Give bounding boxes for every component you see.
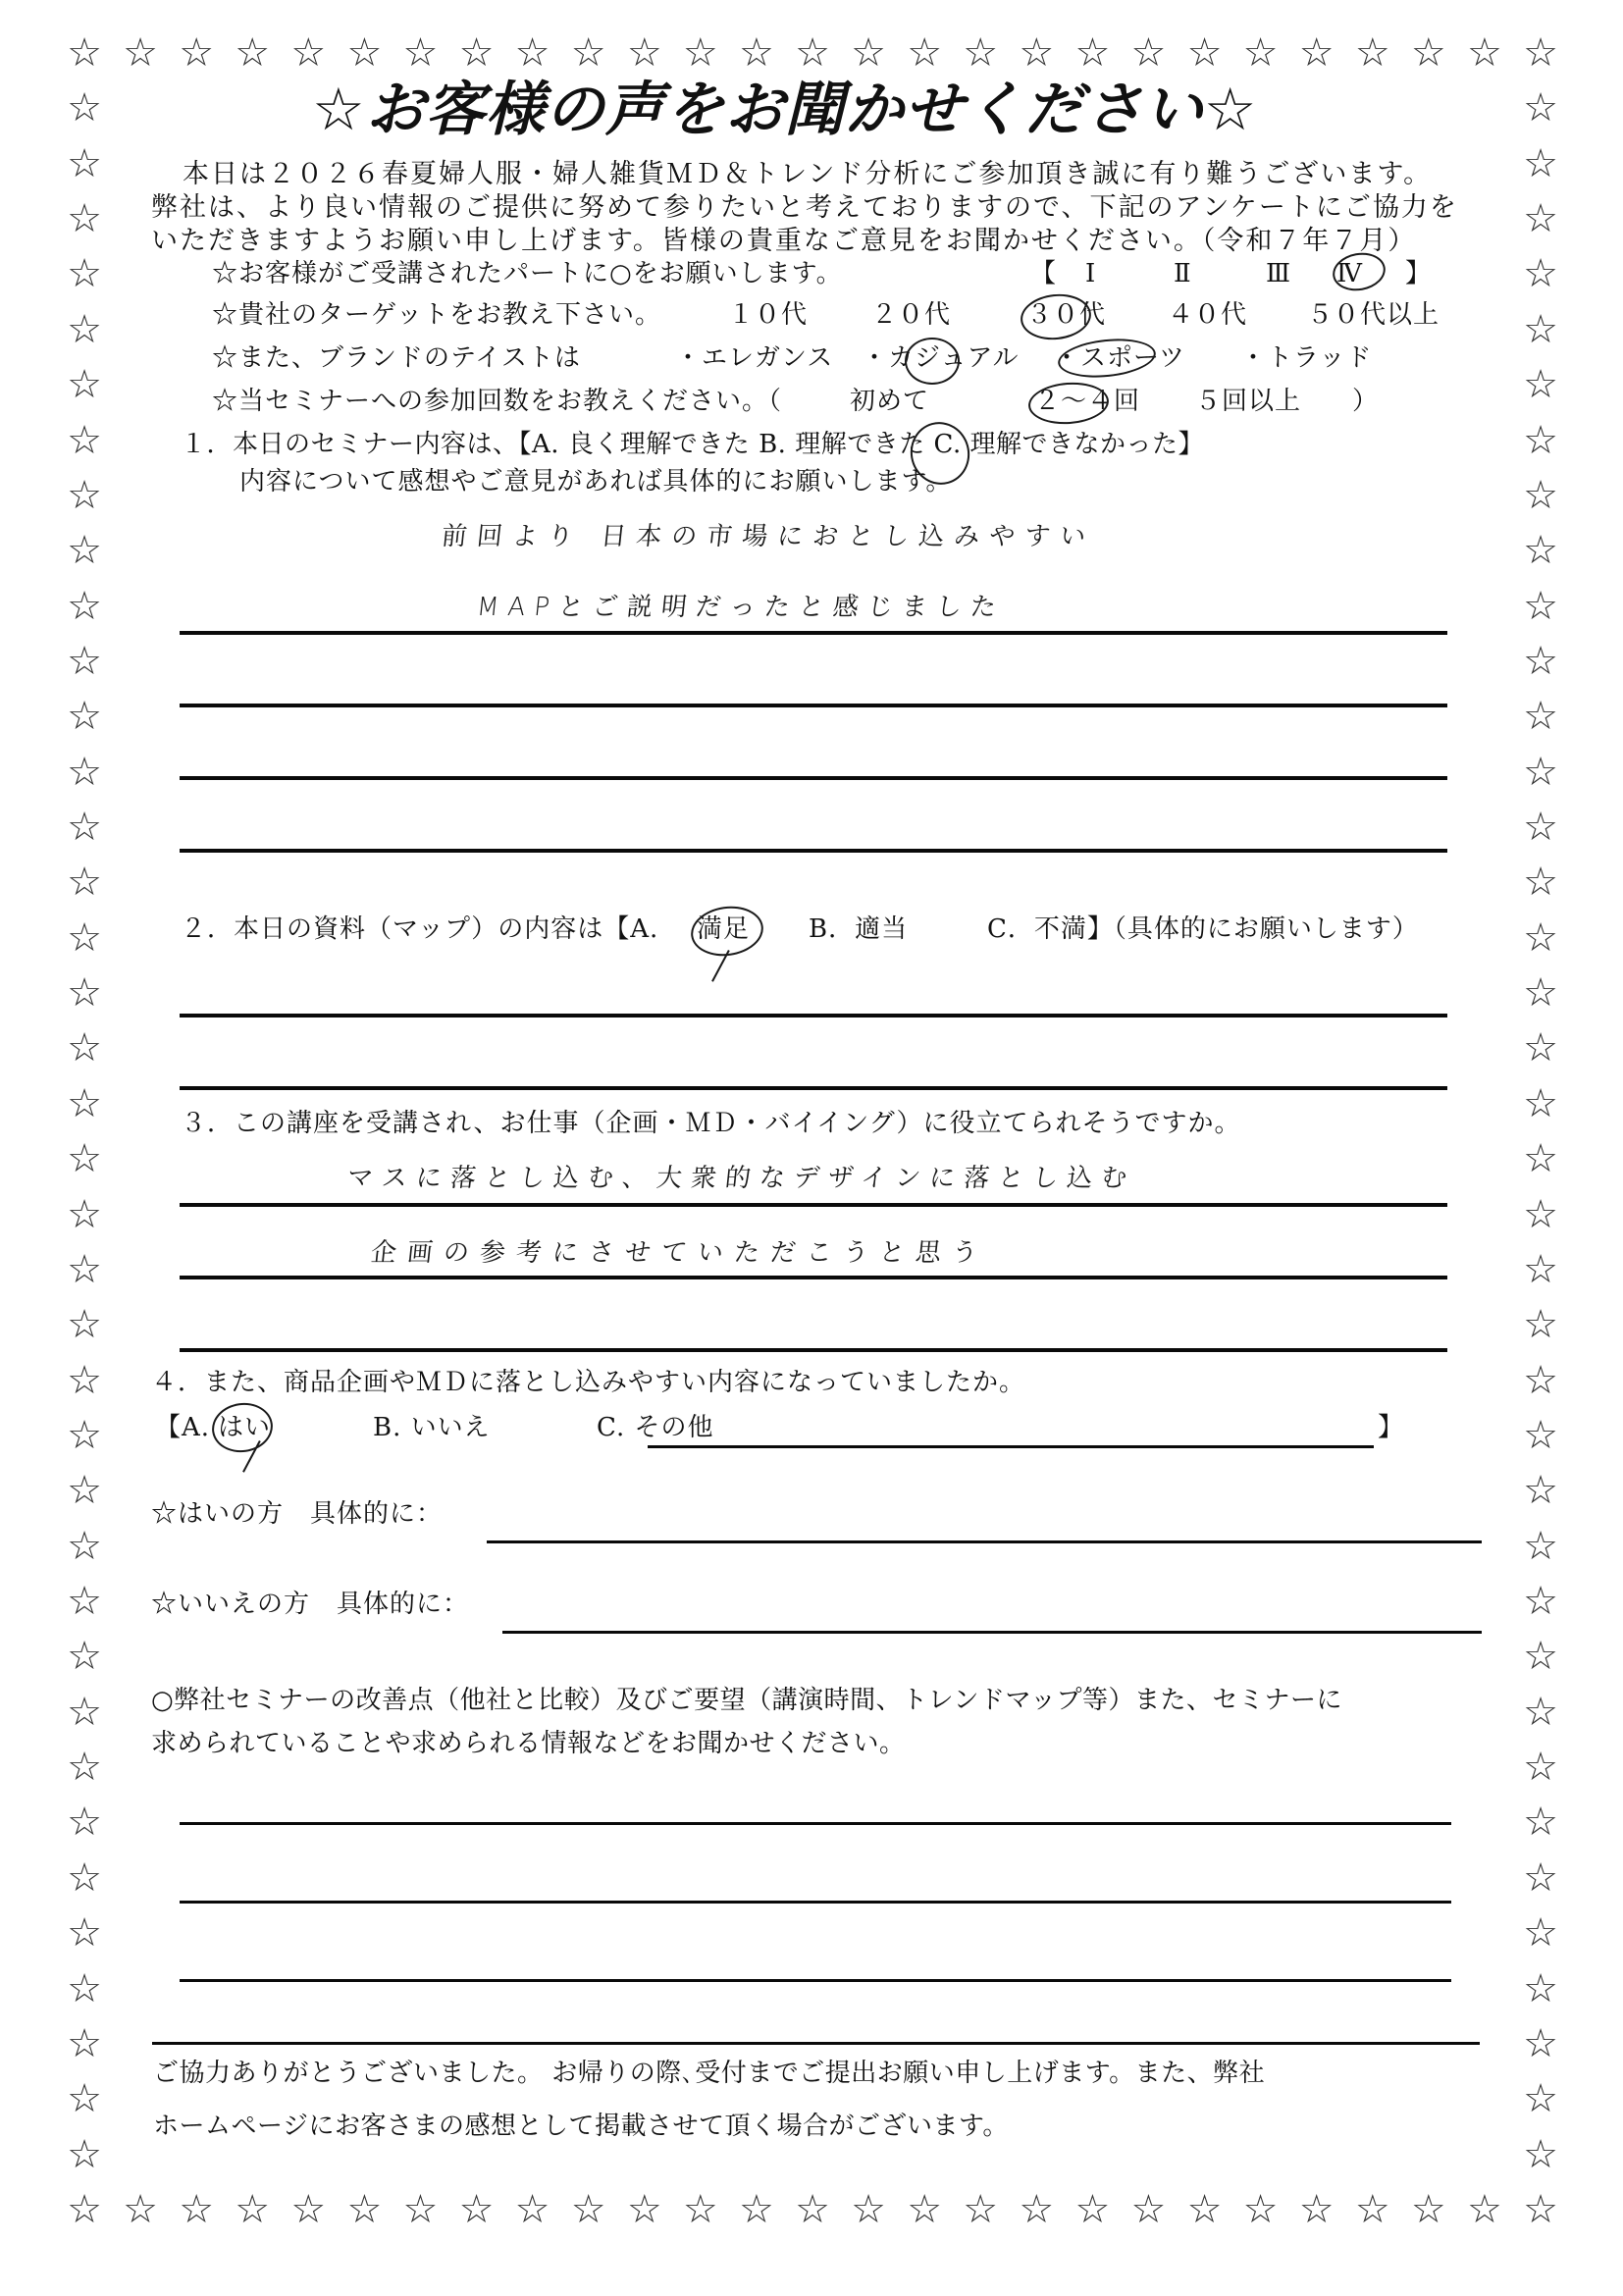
star-outline-icon: ☆ — [1523, 694, 1558, 740]
yes-detail-label: ☆はいの方 具体的に： — [151, 1499, 444, 1529]
attendance-option-first[interactable]: 初めて — [850, 387, 930, 416]
star-outline-icon: ☆ — [67, 85, 102, 131]
selection-circle — [1019, 290, 1093, 342]
star-outline-icon: ☆ — [1410, 2187, 1446, 2232]
star-outline-icon: ☆ — [67, 362, 102, 408]
star-outline-icon: ☆ — [1523, 196, 1558, 242]
star-outline-icon: ☆ — [1523, 805, 1558, 851]
taste-option-trad[interactable]: ・トラッド — [1240, 343, 1373, 373]
answer-line — [180, 1276, 1447, 1279]
closing-divider — [152, 2042, 1480, 2045]
star-outline-icon: ☆ — [1523, 2131, 1558, 2177]
star-outline-icon: ☆ — [67, 583, 102, 629]
star-outline-icon: ☆ — [1523, 914, 1558, 961]
yes-detail-input-line[interactable] — [487, 1540, 1482, 1543]
star-outline-icon: ☆ — [1523, 30, 1558, 76]
selection-circle — [1056, 335, 1157, 382]
q4-option-yes[interactable]: はい — [218, 1413, 272, 1442]
star-outline-icon: ☆ — [67, 1025, 102, 1071]
q4-bracket-close: 】 — [1378, 1413, 1405, 1442]
star-outline-icon: ☆ — [458, 30, 495, 76]
star-outline-icon: ☆ — [1523, 1689, 1558, 1735]
q1-question: １．本日のセミナー内容は、【A. 良く理解できた B. 理解できた C. 理解できなかった】 — [181, 430, 1204, 459]
answer-line — [180, 704, 1447, 707]
star-outline-icon: ☆ — [67, 528, 102, 574]
star-outline-icon: ☆ — [402, 30, 439, 76]
star-outline-icon: ☆ — [907, 30, 943, 76]
star-outline-icon: ☆ — [1523, 1523, 1558, 1569]
star-outline-icon: ☆ — [514, 30, 550, 76]
star-outline-icon: ☆ — [907, 2187, 943, 2232]
star-outline-icon: ☆ — [123, 30, 158, 76]
no-detail-input-line[interactable] — [502, 1631, 1482, 1634]
star-outline-icon: ☆ — [402, 2187, 439, 2232]
star-outline-icon: ☆ — [1523, 417, 1558, 463]
star-outline-icon: ☆ — [1523, 306, 1558, 352]
star-outline-icon: ☆ — [1523, 1965, 1558, 2011]
star-outline-icon: ☆ — [570, 2187, 606, 2232]
star-outline-icon: ☆ — [851, 30, 886, 76]
star-outline-icon: ☆ — [1242, 30, 1279, 76]
star-outline-icon: ☆ — [67, 1854, 102, 1901]
star-outline-icon: ☆ — [1523, 1634, 1558, 1680]
target-question: ☆貴社のターゲットをお教え下さい。 — [212, 300, 661, 330]
star-outline-icon: ☆ — [1523, 1910, 1558, 1957]
attendance-close: ） — [1352, 387, 1380, 416]
star-outline-icon: ☆ — [67, 306, 102, 352]
star-outline-icon: ☆ — [1523, 85, 1558, 131]
star-outline-icon: ☆ — [67, 1080, 102, 1126]
star-outline-icon: ☆ — [1130, 30, 1167, 76]
star-outline-icon: ☆ — [1019, 2187, 1055, 2232]
star-outline-icon: ☆ — [626, 2187, 662, 2232]
q4-option-other[interactable]: C. その他 — [597, 1413, 714, 1442]
star-outline-icon: ☆ — [963, 2187, 999, 2232]
star-outline-icon: ☆ — [67, 472, 102, 518]
part-bracket-close: 】 — [1405, 259, 1433, 288]
q3-answer-line-1[interactable]: マスに落とし込む、大衆的なデザインに落とし込む — [345, 1164, 1137, 1193]
star-outline-icon: ☆ — [290, 2187, 327, 2232]
taste-question: ☆また、ブランドのテイストは — [212, 343, 581, 373]
star-outline-icon: ☆ — [67, 970, 102, 1017]
star-outline-icon: ☆ — [1523, 860, 1558, 906]
star-outline-icon: ☆ — [682, 30, 718, 76]
selection-circle — [209, 1399, 276, 1456]
q2-option-b[interactable]: B．適当 — [809, 914, 909, 944]
improvement-line-2: 求められていることや求められる情報などをお聞かせください。 — [151, 1729, 906, 1758]
q1-prompt: 内容について感想やご意見があれば具体的にお願いします。 — [239, 467, 953, 496]
other-input-line[interactable] — [648, 1445, 1374, 1448]
q2-option-c[interactable]: C．不満】（具体的にお願いします） — [987, 914, 1419, 944]
attendance-option-5plus[interactable]: ５回以上 — [1195, 387, 1302, 416]
star-outline-icon: ☆ — [1466, 30, 1502, 76]
star-outline-icon: ☆ — [67, 1357, 102, 1403]
selection-circle — [905, 338, 960, 385]
star-outline-icon: ☆ — [1130, 2187, 1167, 2232]
star-outline-icon: ☆ — [346, 2187, 383, 2232]
attendance-question: ☆当セミナーへの参加回数をお教えください。（ — [212, 387, 783, 416]
star-outline-icon: ☆ — [458, 2187, 495, 2232]
target-option-30s[interactable]: ３０代 — [1026, 300, 1107, 330]
star-outline-icon: ☆ — [1523, 2076, 1558, 2122]
star-outline-icon: ☆ — [1523, 251, 1558, 297]
star-outline-icon: ☆ — [738, 30, 774, 76]
q1-answer-line-1[interactable]: 前回より 日本の市場におとし込みやすい — [440, 522, 1097, 551]
star-outline-icon: ☆ — [1523, 2187, 1558, 2232]
star-outline-icon: ☆ — [1523, 1080, 1558, 1126]
star-outline-icon: ☆ — [67, 1136, 102, 1182]
star-outline-icon: ☆ — [1523, 1136, 1558, 1182]
part-option-1[interactable]: Ⅰ — [1085, 259, 1097, 288]
q4-option-no[interactable]: B. いいえ — [373, 1413, 491, 1442]
target-option-20s[interactable]: ２０代 — [871, 300, 952, 330]
star-outline-icon: ☆ — [1298, 30, 1335, 76]
star-outline-icon: ☆ — [67, 638, 102, 684]
star-outline-icon: ☆ — [1523, 528, 1558, 574]
q4-bracket-open: 【A. — [155, 1413, 211, 1442]
star-outline-icon: ☆ — [963, 30, 999, 76]
star-outline-icon: ☆ — [795, 2187, 830, 2232]
star-outline-icon: ☆ — [1523, 1412, 1558, 1458]
star-outline-icon: ☆ — [67, 914, 102, 961]
star-outline-icon: ☆ — [1523, 1246, 1558, 1292]
star-outline-icon: ☆ — [570, 30, 606, 76]
star-outline-icon: ☆ — [851, 2187, 886, 2232]
star-outline-icon: ☆ — [67, 1965, 102, 2011]
star-outline-icon: ☆ — [346, 30, 383, 76]
answer-line[interactable] — [180, 1822, 1451, 1825]
star-outline-icon: ☆ — [67, 1412, 102, 1458]
star-outline-icon: ☆ — [67, 2020, 102, 2066]
star-outline-icon: ☆ — [67, 2187, 102, 2232]
answer-line — [180, 1086, 1447, 1090]
star-outline-icon: ☆ — [235, 30, 271, 76]
page-title: ☆お客様の声をお聞かせください☆ — [312, 76, 1258, 144]
star-outline-icon: ☆ — [1523, 140, 1558, 186]
q4-question: ４．また、商品企画やＭＤに落とし込みやすい内容になっていましたか。 — [151, 1368, 1026, 1397]
star-outline-icon: ☆ — [67, 1191, 102, 1237]
star-outline-icon: ☆ — [179, 30, 215, 76]
star-outline-icon: ☆ — [1523, 1854, 1558, 1901]
answer-line[interactable] — [180, 1901, 1451, 1904]
intro-line-1: 本日は２０２６春夏婦人服・婦人雑貨ＭＤ＆トレンド分析にご参加頂き誠に有り難うございます。 — [183, 159, 1433, 189]
star-outline-icon: ☆ — [67, 196, 102, 242]
star-outline-icon: ☆ — [1074, 30, 1111, 76]
star-outline-icon: ☆ — [626, 30, 662, 76]
attendance-option-2-4[interactable]: ２〜４回 — [1034, 387, 1141, 416]
no-detail-label: ☆いいえの方 具体的に： — [151, 1590, 470, 1619]
star-outline-icon: ☆ — [1523, 2020, 1558, 2066]
star-outline-icon: ☆ — [1523, 1800, 1558, 1846]
star-outline-icon: ☆ — [1019, 30, 1055, 76]
star-outline-icon: ☆ — [67, 30, 102, 76]
star-outline-icon: ☆ — [1186, 30, 1223, 76]
taste-option-sports[interactable]: ・スポーツ — [1054, 343, 1185, 373]
star-outline-icon: ☆ — [67, 749, 102, 795]
star-outline-icon: ☆ — [1354, 2187, 1390, 2232]
star-outline-icon: ☆ — [1242, 2187, 1279, 2232]
intro-line-2: 弊社は、より良い情報のご提供に努めて参りたいと考えておりますので、下記のアンケートにご協力を — [151, 192, 1458, 223]
part-bracket-open: 【 — [1030, 259, 1058, 288]
star-outline-icon: ☆ — [67, 805, 102, 851]
answer-line — [180, 1203, 1447, 1207]
star-outline-icon: ☆ — [67, 2131, 102, 2177]
star-outline-icon: ☆ — [67, 1910, 102, 1957]
star-outline-icon: ☆ — [738, 2187, 774, 2232]
star-outline-icon: ☆ — [1523, 970, 1558, 1017]
star-outline-icon: ☆ — [67, 694, 102, 740]
answer-line[interactable] — [180, 1979, 1451, 1982]
star-outline-icon: ☆ — [514, 2187, 550, 2232]
star-outline-icon: ☆ — [1354, 30, 1390, 76]
star-outline-icon: ☆ — [1523, 638, 1558, 684]
target-option-10s[interactable]: １０代 — [728, 300, 809, 330]
target-option-40s[interactable]: ４０代 — [1168, 300, 1248, 330]
taste-option-elegance[interactable]: ・エレガンス — [675, 343, 834, 373]
q1-answer-line-2[interactable]: MAPとご説明だったと感じました — [475, 593, 1007, 622]
improvement-line-1: ○弊社セミナーの改善点（他社と比較）及びご要望（講演時間、トレンドマップ等）また、セミナーに — [151, 1686, 1342, 1715]
star-outline-icon: ☆ — [1523, 472, 1558, 518]
star-outline-icon: ☆ — [67, 1302, 102, 1348]
star-outline-icon: ☆ — [1523, 1302, 1558, 1348]
star-outline-icon: ☆ — [67, 2076, 102, 2122]
star-outline-icon: ☆ — [67, 251, 102, 297]
part-question: ☆お客様がご受講されたパートに○をお願いします。 — [212, 259, 843, 288]
answer-line — [180, 631, 1447, 635]
star-outline-icon: ☆ — [1523, 749, 1558, 795]
intro-line-3: いただきますようお願い申し上げます。皆様の貴重なご意見をお聞かせください。（令和７年７月） — [151, 226, 1417, 256]
star-outline-icon: ☆ — [1523, 1468, 1558, 1514]
star-outline-icon: ☆ — [123, 2187, 158, 2232]
q3-question: ３．この講座を受講され、お仕事（企画・ＭＤ・バイイング）に役立てられそうですか。 — [181, 1109, 1241, 1138]
star-outline-icon: ☆ — [179, 2187, 215, 2232]
star-outline-icon: ☆ — [1466, 2187, 1502, 2232]
answer-line — [180, 849, 1447, 853]
star-outline-icon: ☆ — [1523, 1745, 1558, 1791]
star-outline-icon: ☆ — [67, 140, 102, 186]
star-outline-icon: ☆ — [1523, 1357, 1558, 1403]
closing-line-2: ホームページにお客さまの感想として掲載させて頂く場合がございます。 — [153, 2112, 1009, 2141]
closing-line-1: ご協力ありがとうございました。 お帰りの際､受付までご提出お願い申し上げます。また、弊社 — [153, 2059, 1266, 2088]
star-outline-icon: ☆ — [67, 1523, 102, 1569]
star-outline-icon: ☆ — [67, 860, 102, 906]
star-outline-icon: ☆ — [1186, 2187, 1223, 2232]
star-outline-icon: ☆ — [67, 1579, 102, 1625]
star-outline-icon: ☆ — [682, 2187, 718, 2232]
star-outline-icon: ☆ — [1523, 583, 1558, 629]
answer-line — [180, 1348, 1447, 1352]
q2-option-a[interactable]: 満足 — [697, 914, 751, 944]
answer-line — [180, 776, 1447, 780]
star-outline-icon: ☆ — [1523, 1579, 1558, 1625]
star-outline-icon: ☆ — [67, 1800, 102, 1846]
star-outline-icon: ☆ — [1523, 1191, 1558, 1237]
part-option-4[interactable]: Ⅳ — [1336, 259, 1363, 288]
answer-line — [180, 1014, 1447, 1018]
star-outline-icon: ☆ — [67, 1634, 102, 1680]
star-outline-icon: ☆ — [1523, 1025, 1558, 1071]
star-outline-icon: ☆ — [67, 1745, 102, 1791]
star-outline-icon: ☆ — [1410, 30, 1446, 76]
star-outline-icon: ☆ — [290, 30, 327, 76]
star-outline-icon: ☆ — [1523, 362, 1558, 408]
star-outline-icon: ☆ — [67, 1689, 102, 1735]
q2-prefix: ２．本日の資料（マップ）の内容は【A. — [181, 914, 659, 944]
q3-answer-line-2[interactable]: 企画の参考にさせていただこうと思う — [369, 1238, 990, 1268]
star-outline-icon: ☆ — [67, 417, 102, 463]
star-outline-icon: ☆ — [67, 1468, 102, 1514]
star-outline-icon: ☆ — [795, 30, 830, 76]
part-option-2[interactable]: Ⅱ — [1174, 259, 1192, 288]
star-outline-icon: ☆ — [1298, 2187, 1335, 2232]
star-outline-icon: ☆ — [235, 2187, 271, 2232]
star-outline-icon: ☆ — [67, 1246, 102, 1292]
part-option-3[interactable]: Ⅲ — [1266, 259, 1292, 288]
taste-option-casual[interactable]: ・カジュアル — [862, 343, 1020, 373]
star-outline-icon: ☆ — [1074, 2187, 1111, 2232]
target-option-50s-plus[interactable]: ５０代以上 — [1307, 300, 1440, 330]
